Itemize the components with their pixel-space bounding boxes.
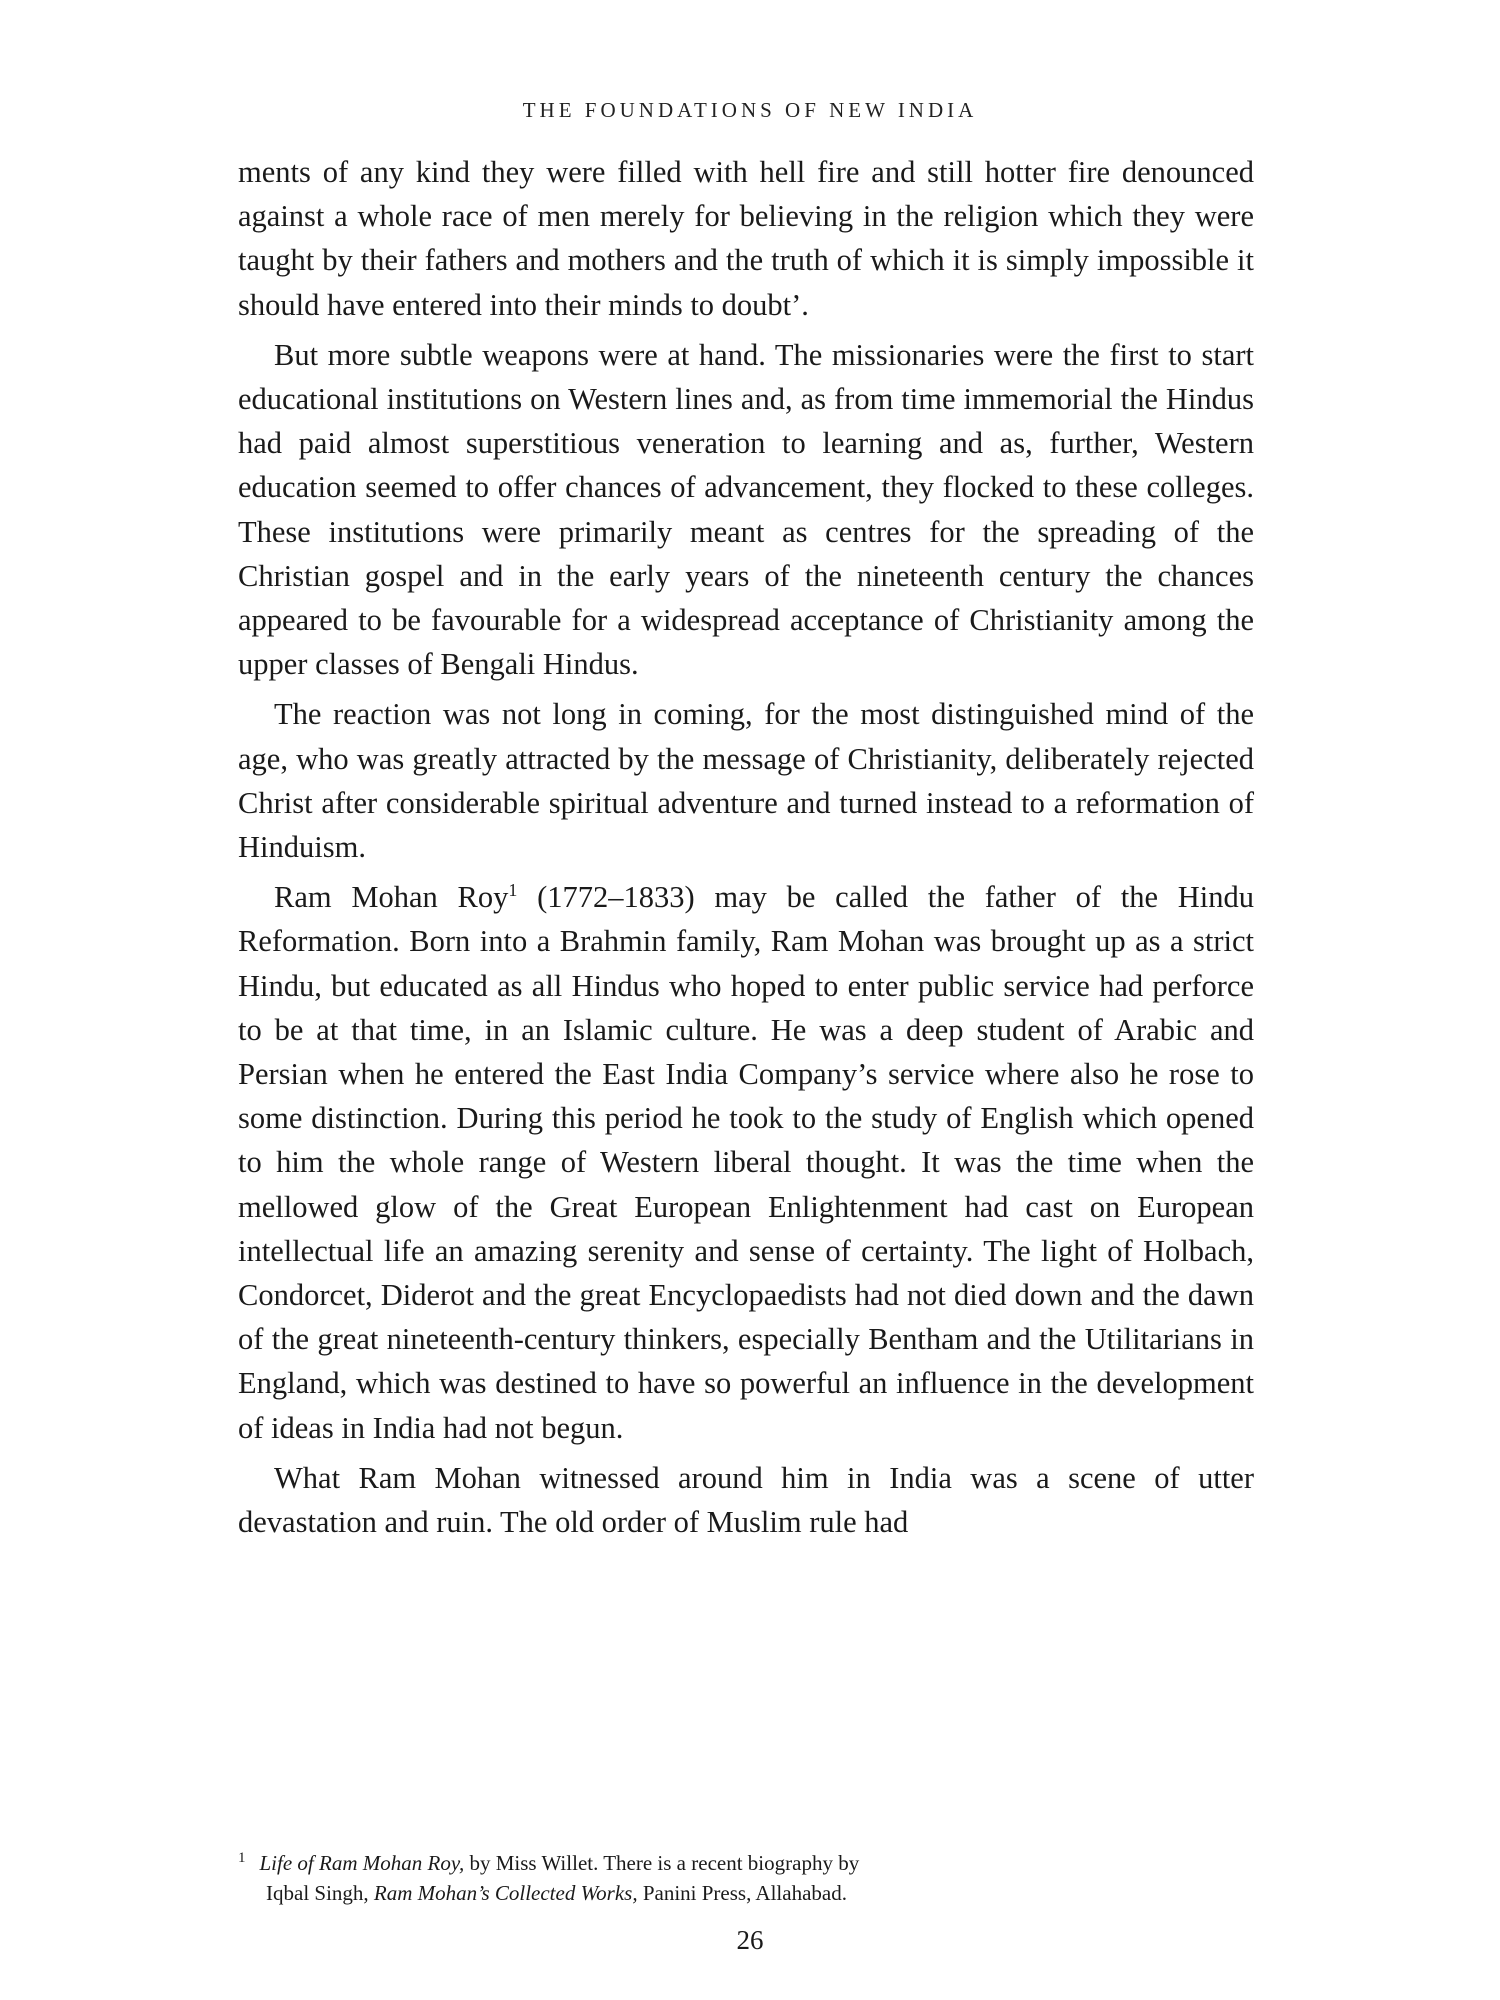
- paragraph-reaction: The reaction was not long in coming, for the most distinguished mind of the age, who was greatly attracted by the message of Christianity, deliberately rejected Christ after considerable spiritual adventure and turned instead to a reformation of Hinduism.: [238, 697, 1254, 865]
- paragraph-continued: ments of any kind they were filled with hell fire and still hotter fire denounced against a whole race of men merely for believing in the religion which they were taught by their fathers and mothers and the truth of which it is simply impossible it should have entered into their minds to doubt’.: [238, 155, 1254, 322]
- footnote-collected-works: Ram Mohan’s Collected Works,: [373, 1881, 638, 1905]
- footnote: [238, 1843, 1254, 1908]
- paragraph-missionary-education: But more subtle weapons were at hand. The missionaries were the first to start educational institutions on Western lines and, as from time immemorial the Hindus had paid almost superstitious veneration to learning and as, further, Western education seemed to offer chances of advancement, they flocked to these colleges. These institutions were primarily meant as centres for the spreading of the Christian gospel and in the early years of the nineteenth century the chances appeared to be favourable for a widespread acceptance of Christianity among the upper classes of Bengali Hindus.: [238, 337, 1254, 682]
- footnote-line-1: [238, 1843, 1254, 1878]
- footnote-text: by Miss Willet. There is a recent biography by: [464, 1851, 860, 1875]
- page-number: 26: [736, 1925, 764, 1955]
- footnote-book-title: Life of Ram Mohan Roy,: [259, 1851, 465, 1875]
- footnote-publisher: Panini Press, Allahabad.: [637, 1881, 847, 1905]
- footnote-line-2: [238, 1878, 1254, 1908]
- footnote-reference: 1: [508, 880, 518, 901]
- paragraph-devastation: What Ram Mohan witnessed around him in India was a scene of utter devastation and ruin. The old order of Muslim rule had: [238, 1460, 1254, 1540]
- ram-mohan-roy-name: Ram Mohan Roy: [274, 880, 509, 915]
- paragraph-ram-mohan-roy: [238, 875, 1254, 1450]
- ram-mohan-roy-text: (1772–1833) may be called the father of the Hindu Reformation. Born into a Brahmin family, Ram Mohan was brought up as a strict Hindu, but educated as all Hindus who hoped to enter public service had perforce to be at that time, in an Islamic culture. He was a deep student of Arabic and Persian when he entered the East India Company’s service where also he rose to some distinction. During this period he took to the study of English which opened to him the whole range of Western liberal thought. It was the time when the mellowed glow of the Great European Enlightenment had cast on European intellectual life an amazing serenity and sense of certainty. The light of Holbach, Condorcet, Diderot and the great Encyclopaedists had not died down and the dawn of the great nineteenth-century thinkers, especially Bentham and the Utilitarians in England, which was destined to have so powerful an influence in the development of ideas in India had not begun.: [238, 880, 1254, 1445]
- body-text: [238, 150, 1254, 1544]
- running-head: THE FOUNDATIONS OF NEW INDIA: [522, 98, 978, 122]
- footnote-marker: 1: [238, 1850, 246, 1866]
- footnote-author: Iqbal Singh,: [266, 1881, 374, 1905]
